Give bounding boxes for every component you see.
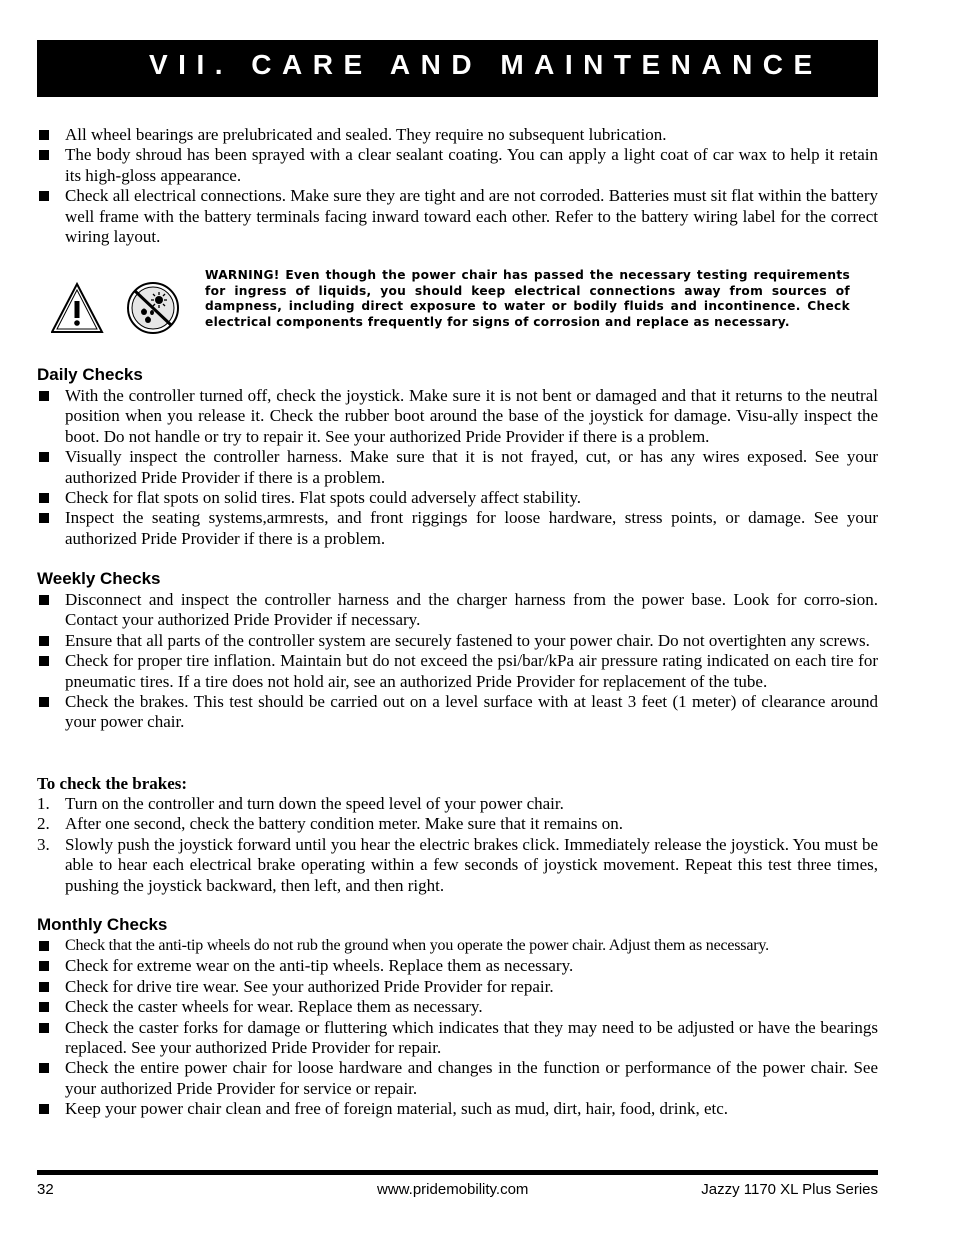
- footer-rule: [37, 1170, 878, 1175]
- step-text: Slowly push the joystick forward until you hear the electric brakes click. Immediately release the joystick. You must be able to hear each electrical brake operating within a few seconds of joystick movement. Repeat this test three times, pushing the joystick backward, then left, and then right.: [65, 834, 878, 895]
- step-text: Turn on the controller and turn down the speed level of your power chair.: [65, 794, 564, 813]
- list-item: Check the caster forks for damage or fluttering which indicates that they may need to be adjusted or have the bearings replaced. See your authorized Pride Provider for repair.: [37, 1018, 878, 1059]
- section-title: Daily Checks: [37, 365, 143, 384]
- list-item: Check the brakes. This test should be carried out on a level surface with at least 3 feet (1 meter) of clearance around your power chair.: [37, 692, 878, 733]
- website-link[interactable]: www.pridemobility.com: [377, 1181, 529, 1198]
- weekly-checks-section: [37, 569, 878, 733]
- list-item: All wheel bearings are prelubricated and sealed. They require no subsequent lubrication.: [37, 125, 878, 145]
- list-item: Inspect the seating systems,armrests, and front riggings for loose hardware, stress points, or damage. See your authorized Pride Provider if there is a problem.: [37, 508, 878, 549]
- monthly-list: [37, 936, 878, 1120]
- weekly-list: [37, 590, 878, 733]
- list-item: Check the entire power chair for loose hardware and changes in the function or performance of the power chair. See your authorized Pride Provider for service or repair.: [37, 1058, 878, 1099]
- list-item: With the controller turned off, check the joystick. Make sure it is not bent or damaged and that it returns to the neutral position when you release it. Check the rubber boot around the base of the joystick for damage. Visu-ally inspect the boot. Do not handle or try to repair it. See your authorized Pride Provider if there is a problem.: [37, 386, 878, 447]
- list-item: Check the caster wheels for wear. Replace them as necessary.: [37, 997, 878, 1017]
- intro-section: [37, 125, 878, 247]
- step-text: After one second, check the battery condition meter. Make sure that it remains on.: [65, 814, 623, 834]
- list-item: Check for drive tire wear. See your authorized Pride Provider for repair.: [37, 977, 878, 997]
- intro-list: [37, 125, 878, 247]
- daily-list: [37, 386, 878, 549]
- list-item: Visually inspect the controller harness. Make sure that it is not frayed, cut, or has any wires exposed. See your authorized Pride Provider if there is a problem.: [37, 447, 878, 488]
- list-item: Check all electrical connections. Make sure they are tight and are not corroded. Batteries must sit flat within the battery well frame with the battery terminals facing inward toward each other. Refer to the battery wiring label for the correct wiring layout.: [37, 186, 878, 247]
- chapter-header: [37, 40, 878, 97]
- daily-checks-section: [37, 365, 878, 549]
- step-number: 3.: [37, 834, 50, 854]
- warning-text: WARNING! Even though the power chair has passed the necessary testing requirements for ingress of liquids, you should keep electrical connections away from sources of dampness, including direct exposure to water or bodily fluids and incontinence. Check electrical components frequently for signs of corrosion and replace as necessary.: [205, 268, 850, 329]
- numbered-step: [37, 835, 878, 896]
- list-item: Check for extreme wear on the anti-tip wheels. Replace them as necessary.: [37, 956, 878, 976]
- numbered-step: [37, 814, 878, 834]
- step-number: 1.: [37, 794, 50, 813]
- list-item: Keep your power chair clean and free of foreign material, such as mud, dirt, hair, food, drink, etc.: [37, 1099, 878, 1119]
- monthly-checks-section: [37, 915, 878, 1120]
- list-item: Check for proper tire inflation. Maintain but do not exceed the psi/bar/kPa air pressure rating indicated on each tire for pneumatic tires. If a tire does not hold air, see an authorized Pride Provider for replacement of the tube.: [37, 651, 878, 692]
- page-footer: [37, 1180, 878, 1200]
- section-title: Weekly Checks: [37, 569, 161, 588]
- section-subtitle: To check the brakes:: [37, 774, 188, 793]
- page-number: 32: [37, 1181, 54, 1198]
- chapter-title: VII. CARE AND MAINTENANCE: [149, 49, 823, 80]
- warning-triangle-icon: [52, 284, 102, 332]
- list-item: Disconnect and inspect the controller harness and the charger harness from the power base. Look for corro-sion. Contact your authorized Pride Provider if necessary.: [37, 590, 878, 631]
- brakes-steps: [37, 794, 878, 896]
- no-water-dampness-icon: [128, 283, 178, 333]
- step-number: 2.: [37, 814, 50, 834]
- list-item: Check that the anti-tip wheels do not rub the ground when you operate the power chair. Adjust them as necessary.: [37, 936, 878, 956]
- list-item: Ensure that all parts of the controller system are securely fastened to your power chair. Do not overtighten any screws.: [37, 631, 878, 651]
- numbered-step: [37, 794, 878, 814]
- section-title: Monthly Checks: [37, 915, 168, 934]
- brakes-section: [37, 774, 878, 896]
- product-name: Jazzy 1170 XL Plus Series: [701, 1181, 878, 1198]
- warning-icons: [51, 281, 183, 337]
- list-item: The body shroud has been sprayed with a clear sealant coating. You can apply a light coat of car wax to help it retain its high-gloss appearance.: [37, 145, 878, 186]
- list-item: Check for flat spots on solid tires. Flat spots could adversely affect stability.: [37, 488, 878, 508]
- warning-block: [37, 264, 878, 346]
